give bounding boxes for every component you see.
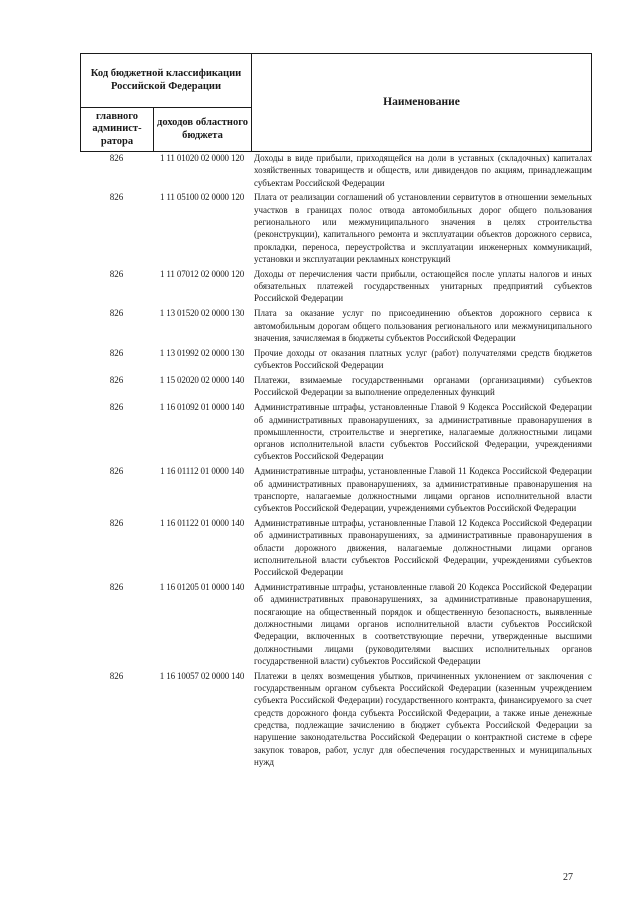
- admin-code-cell: 826: [109, 402, 124, 413]
- admin-code-cell: 826: [109, 670, 124, 681]
- admin-code-cell: 826: [109, 466, 124, 477]
- table-header: [80, 53, 592, 152]
- admin-code-cell: 826: [109, 347, 124, 358]
- income-code-cell: 1 13 01520 02 0000 130: [159, 308, 245, 319]
- table-body: [80, 152, 591, 768]
- income-code-cell: 1 11 01020 02 0000 120: [159, 153, 245, 163]
- header-admin-column: главного админист- ратора: [81, 108, 154, 152]
- name-cell: Административные штрафы, установленные Главой 11 Кодекса Российской Федерации об административных правонарушениях, за административные правонарушения на транспорте, налагаемые должностными лицами органов исполнительной власти субъектов Российской Федерации, учреждениями субъектов Российской Федерации: [254, 466, 592, 514]
- name-cell: Административные штрафы, установленные Главой 12 Кодекса Российской Федерации об административных правонарушениях, за административные правонарушения в области дорожного движения, налагаемые должностными лицами органов исполнительной власти субъектов Российской Федерации, учреждениями субъектов Российской Федерации: [254, 518, 592, 578]
- table-row: [80, 517, 591, 578]
- name-cell: Административные штрафы, установленные Главой 9 Кодекса Российской Федерации об административных правонарушениях, за административные правонарушения в промышленности, строительстве и энергетике, налагаемые должностными лицами органов исполнительной власти субъектов Российской Федерации, учреждениями субъектов Российской Федерации: [254, 402, 592, 462]
- name-cell: Прочие доходы от оказания платных услуг (работ) получателями средств бюджетов субъектов Российской Федерации: [254, 347, 592, 371]
- header-name: Наименование: [252, 54, 592, 152]
- header-income-column: доходов областного бюджета: [154, 108, 252, 152]
- admin-code-cell: 826: [109, 375, 124, 386]
- name-cell: Платежи в целях возмещения убытков, причиненных уклонением от заключения с государственным органом субъекта Российской Федерации (казенным учреждением субъекта Российской Федерации) государственного контракта, финансируемого за счет средств дорожного фонда субъекта Российской Федерации, а также иные денежные средства, подлежащие зачислению в бюджет субъекта Российской Федерации за нарушение законодательства Российской Федерации о контрактной системе в сфере закупок товаров, работ, услуг для обеспечения государственных и муниципальных нужд: [254, 670, 592, 767]
- name-cell: Плата от реализации соглашений об установлении сервитутов в отношении земельных участков в границах полос отвода автомобильных дорог общего пользования регионального или межмуниципального значения в целях строительства (реконструкции), капитального ремонта и эксплуатации объектов дорожного сервиса, прокладки, переноса, переустройства и эксплуатации инженерных коммуникаций, установки и эксплуатации рекламных конструкций: [254, 192, 592, 264]
- table-row: [80, 191, 591, 265]
- name-cell: Доходы от перечисления части прибыли, остающейся после уплаты налогов и иных обязательных платежей государственных унитарных предприятий субъектов Российской Федерации: [254, 268, 592, 304]
- table-row: [80, 401, 591, 462]
- table-row: [80, 581, 591, 667]
- admin-code-cell: 826: [109, 153, 124, 163]
- income-code-cell: 1 11 07012 02 0000 120: [159, 268, 245, 279]
- name-cell: Доходы в виде прибыли, приходящейся на доли в уставных (складочных) капиталах хозяйственных товариществ и обществ, или дивидендов по акциям, принадлежащим субъектам Российской Федерации: [254, 153, 592, 188]
- income-code-cell: 1 16 01112 01 0000 140: [160, 466, 244, 477]
- header-budget-code-group: Код бюджетной классификации Российской Федерации: [81, 54, 252, 108]
- page-number: 27: [563, 872, 573, 883]
- income-code-cell: 1 16 01205 01 0000 140: [159, 582, 245, 593]
- table-row: [80, 268, 591, 305]
- table-row: [80, 347, 591, 372]
- table-row: [80, 307, 591, 344]
- income-code-cell: 1 15 02020 02 0000 140: [159, 375, 245, 386]
- income-code-cell: 1 13 01992 02 0000 130: [159, 347, 245, 358]
- name-cell: Плата за оказание услуг по присоединению объектов дорожного сервиса к автомобильным дорогам общего пользования регионального или межмуниципального значения, зачисляемая в бюджеты субъектов Российской Федерации: [254, 308, 592, 343]
- income-code-cell: 1 16 01092 01 0000 140: [159, 402, 245, 413]
- income-code-cell: 1 16 10057 02 0000 140: [159, 670, 245, 681]
- table-row: [80, 374, 591, 399]
- income-code-cell: 1 16 01122 01 0000 140: [159, 518, 245, 529]
- admin-code-cell: 826: [109, 582, 124, 593]
- income-code-cell: 1 11 05100 02 0000 120: [159, 192, 245, 203]
- admin-code-cell: 826: [109, 268, 124, 279]
- table-row: [80, 670, 591, 768]
- admin-code-cell: 826: [109, 192, 124, 203]
- name-cell: Административные штрафы, установленные главой 20 Кодекса Российской Федерации об административных правонарушениях, за административные правонарушения, посягающие на общественный порядок и общественную безопасность, выявленные должностными лицами органов исполнительной власти субъектов Российской Федерации, включенных в соответствующие перечни, утвержденные высшими должностными лицами (руководителями высших исполнительных органов государственной власти) субъектов Российской Федерации: [254, 582, 592, 666]
- name-cell: Платежи, взимаемые государственными органами (организациями) субъектов Российской Федерации за выполнение определенных функций: [254, 375, 592, 398]
- admin-code-cell: 826: [109, 308, 124, 319]
- table-row: [80, 465, 591, 514]
- table-row: [80, 152, 591, 189]
- admin-code-cell: 826: [109, 518, 124, 529]
